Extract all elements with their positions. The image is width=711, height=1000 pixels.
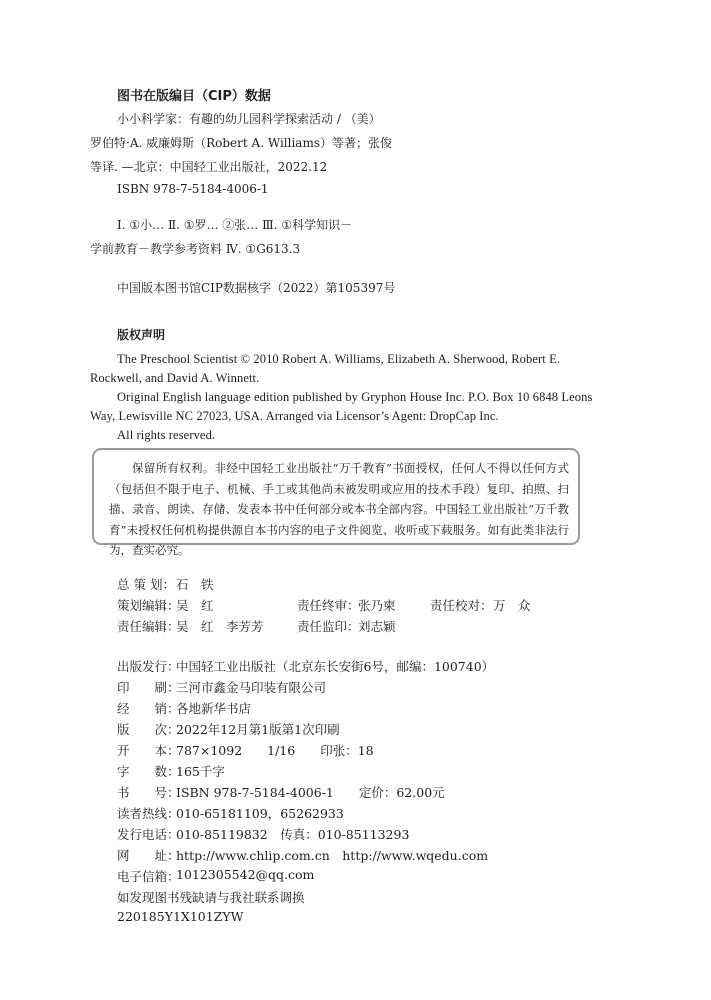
sales-phone-value: 010-85119832 传真：010-85113293 xyxy=(176,827,410,842)
distributor-label: 经 销： xyxy=(117,701,180,716)
website-label: 网 址： xyxy=(117,848,180,863)
responsible-editor-label: 责任编辑： xyxy=(117,619,180,634)
publisher-label: 出版发行： xyxy=(117,659,180,674)
copyright-line: Way, Lewisville NC 27023, USA. Arranged via Licensor’s Agent: DropCap Inc. xyxy=(90,409,499,423)
rights-notice-box xyxy=(92,448,580,557)
copyright-line: All rights reserved. xyxy=(117,428,216,442)
edition-label: 版 次： xyxy=(117,722,180,737)
word-count-label: 字 数： xyxy=(117,764,180,779)
copyright-line: The Preschool Scientist © 2010 Robert A. Williams, Elizabeth A. Sherwood, Robert E. xyxy=(117,352,561,366)
email-label: 电子信箱： xyxy=(117,869,180,884)
responsible-editor-value: 吴 红 李芳芳 xyxy=(176,619,264,634)
copyright-line: Rockwell, and David A. Winnett. xyxy=(90,371,260,385)
distributor-value: 各地新华书店 xyxy=(176,701,252,716)
planning-director-value: 石 铁 xyxy=(176,577,214,592)
cip-library-number: 中国版本图书馆CIP数据核字（2022）第105397号 xyxy=(117,281,396,295)
printer-value: 三河市鑫金马印装有限公司 xyxy=(176,680,327,695)
copyright-line: Original English language edition published by Gryphon House Inc. P.O. Box 10 6848 Leons xyxy=(117,390,593,404)
word-count-value: 165千字 xyxy=(176,764,225,779)
email-value: 1012305542@qq.com xyxy=(176,867,315,882)
final-review-label: 责任终审： xyxy=(297,598,360,613)
print-code: 220185Y1X101ZYW xyxy=(117,909,244,924)
cip-classification-line-1: Ⅰ. ①小… Ⅱ. ①罗… ②张… Ⅲ. ①科学知识－ xyxy=(117,218,353,232)
edition-value: 2022年12月第1版第1次印刷 xyxy=(176,722,340,737)
format-value: 787×1092 1/16 印张：18 xyxy=(176,743,374,758)
cip-classification-line-2: 学前教育－教学参考资料 Ⅳ. ①G613.3 xyxy=(90,242,301,256)
planning-editor-label: 策划编辑： xyxy=(117,598,180,613)
reader-hotline-value: 010-65181109，65262933 xyxy=(176,806,344,821)
cip-title: 图书在版编目（CIP）数据 xyxy=(117,89,271,104)
return-note: 如发现图书残缺请与我社联系调换 xyxy=(117,890,305,905)
website-value: http://www.chlip.com.cn http://www.wqedu.com xyxy=(176,848,489,863)
supervisor-value: 刘志颖 xyxy=(358,619,396,634)
final-review-value: 张乃柬 xyxy=(358,598,396,613)
planning-director-label: 总 策 划： xyxy=(117,577,175,592)
proofread-label: 责任校对： xyxy=(430,598,493,613)
printer-label: 印 刷： xyxy=(117,680,180,695)
copyright-heading: 版权声明 xyxy=(117,328,166,342)
format-label: 开 本： xyxy=(117,743,180,758)
publisher-value: 中国轻工业出版社（北京东长安街6号，邮编：100740） xyxy=(176,659,495,674)
book-number-label: 书 号： xyxy=(117,785,180,800)
book-number-value: ISBN 978-7-5184-4006-1 定价：62.00元 xyxy=(176,785,445,800)
supervisor-label: 责任监印： xyxy=(297,619,360,634)
cip-book-title-line: 小小科学家：有趣的幼儿园科学探索活动 / （美） xyxy=(117,112,381,126)
reader-hotline-label: 读者热线： xyxy=(117,806,180,821)
planning-editor-value: 吴 红 xyxy=(176,598,214,613)
proofread-value: 万 众 xyxy=(493,598,531,613)
cip-isbn: ISBN 978-7-5184-4006-1 xyxy=(117,182,269,196)
rights-notice-text: 保留所有权利。非经中国轻工业出版社“万千教育”书面授权，任何人不得以任何方式（包括但不限于电子、机械、手工或其他尚未被发明或应用的技术手段）复印、拍照、扫描、录音、朗读、存储、发表本书中任何部分或本书全部内容。中国轻工业出版社“万千教育”未授权任何机构提供源自本书内容的电子文件阅览、收听或下载服务。如有此类非法行为，查实必究。 xyxy=(109,461,569,557)
cip-publisher-line: 等译. —北京：中国轻工业出版社，2022.12 xyxy=(90,160,328,174)
sales-phone-label: 发行电话： xyxy=(117,827,180,842)
cip-author-line: 罗伯特·A. 威廉姆斯（Robert A. Williams）等著；张俊 xyxy=(90,136,392,150)
